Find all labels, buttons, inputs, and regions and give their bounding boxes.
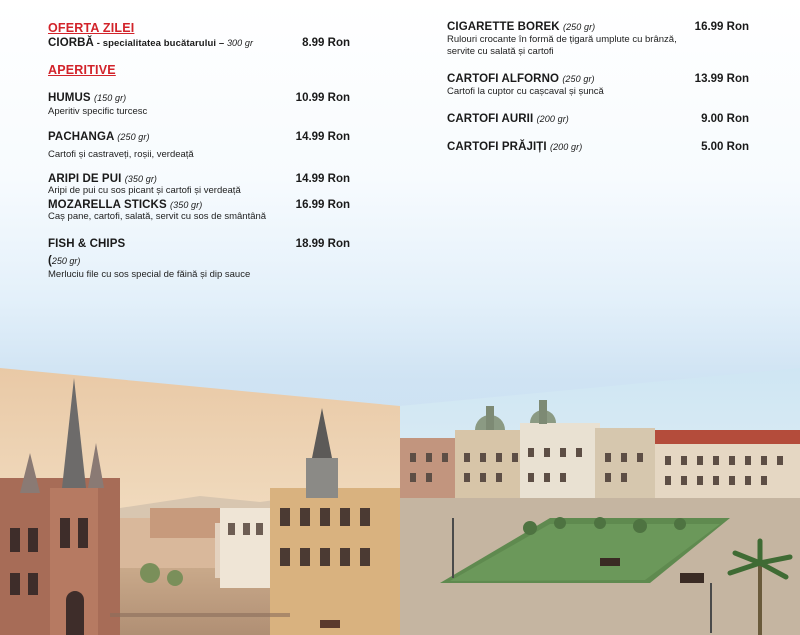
item-subtitle: - specialitatea bucătarului – [93, 38, 227, 49]
item-price: 10.99 Ron [295, 92, 350, 104]
item-weight: (200 gr) [549, 142, 583, 152]
item-name: CIGARETTE BOREK [447, 21, 560, 33]
item-weight: 300 gr [226, 38, 254, 48]
item-price: 16.99 Ron [694, 21, 749, 33]
item-description: Aperitiv specific turcesc [48, 106, 148, 117]
vintage-postcard-left-image [0, 368, 400, 635]
menu-item-aripi-de-pui [48, 173, 350, 197]
item-name: MOZARELLA STICKS [48, 199, 167, 211]
item-name: ARIPI DE PUI [48, 173, 122, 185]
item-weight: (200 gr) [536, 114, 569, 124]
item-description: Cartofi și castraveți, roșii, verdeață [48, 149, 194, 160]
item-price: 14.99 Ron [295, 173, 350, 185]
menu-item-cartofi-prajiti [447, 141, 749, 153]
item-price: 18.99 Ron [295, 238, 350, 250]
daily-offer-title: OFERTA ZILEI [48, 21, 135, 35]
item-description-line-2: servite cu salată și cartofi [447, 46, 554, 57]
item-name: CARTOFI PRĂJIȚI [447, 141, 547, 153]
menu-item-humus [48, 92, 350, 118]
item-price: 8.99 Ron [302, 37, 350, 49]
item-name: CIORBĂ [48, 37, 94, 49]
item-description: Caș pane, cartofi, salată, servit cu sos de smântână [48, 211, 267, 222]
item-weight: (350 gr) [124, 174, 158, 184]
item-weight: 250 gr) [51, 256, 81, 266]
menu-item-pachanga [48, 131, 350, 161]
menu-item-cartofi-alforno [447, 73, 749, 98]
item-name: CARTOFI ALFORNO [447, 73, 560, 85]
item-name: HUMUS [48, 92, 91, 104]
menu-item-fish-and-chips [48, 238, 350, 281]
vintage-postcard-right-image [400, 368, 800, 635]
item-weight-paren: ( [48, 255, 52, 267]
item-weight: (250 gr) [562, 22, 596, 32]
item-name: FISH & CHIPS [48, 238, 126, 250]
appetizers-title: APERITIVE [48, 63, 116, 77]
item-name: CARTOFI AURII [447, 113, 534, 125]
item-description-line-1: Rulouri crocante în formă de țigară umplute cu brânză, [447, 34, 677, 45]
menu-item-mozarella-sticks [48, 199, 350, 223]
item-description: Aripi de pui cu sos picant și cartofi și verdeață [48, 185, 241, 196]
item-weight: (250 gr) [117, 132, 150, 142]
menu-item-ciorba [48, 37, 350, 49]
item-name: PACHANGA [48, 131, 114, 143]
item-price: 14.99 Ron [295, 131, 350, 143]
menu-item-cigarette-borek [447, 21, 749, 58]
item-price: 5.00 Ron [701, 141, 749, 153]
item-weight: (250 gr) [562, 74, 595, 84]
item-price: 13.99 Ron [694, 73, 749, 85]
item-weight: (150 gr) [93, 93, 127, 103]
menu-item-cartofi-aurii [447, 113, 749, 125]
item-price: 16.99 Ron [295, 199, 350, 211]
item-weight: (350 gr) [170, 200, 203, 210]
item-description: Merluciu file cu sos special de făină și dip sauce [48, 269, 251, 280]
item-description: Cartofi la cuptor cu cașcaval și șuncă [447, 86, 604, 97]
item-price: 9.00 Ron [701, 113, 749, 125]
